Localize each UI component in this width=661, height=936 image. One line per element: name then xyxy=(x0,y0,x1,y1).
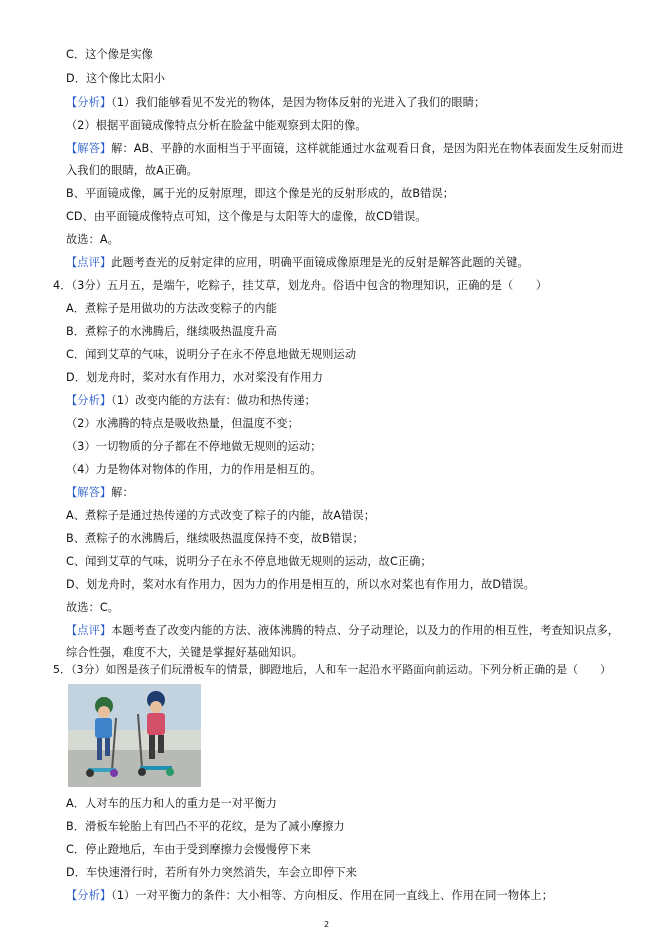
question-4: 4．（3分）五月五，是端午，吃粽子，挂艾草，划龙舟。俗语中包含的物理知识，正确的是（ ） xyxy=(53,279,548,292)
option-a: A．人对车的压力和人的重力是一对平衡力 xyxy=(66,797,277,810)
comment-line: 【点评】本题考查了改变内能的方法、液体沸腾的特点、分子动理论，以及力的作用的相互性，考查知识点多， xyxy=(66,624,620,637)
analysis-line: （3）一切物质的分子都在不停地做无规则的运动； xyxy=(66,440,322,453)
option-d: D．车快速滑行时，若所有外力突然消失，车会立即停下来 xyxy=(66,866,357,879)
answer-line: CD、由平面镜成像特点可知，这个像是与太阳等大的虚像，故CD错误。 xyxy=(66,210,427,223)
answer-line: D、划龙舟时，桨对水有作用力，因为力的作用是相互的，所以水对桨也有作用力，故D错误。 xyxy=(66,578,535,591)
analysis-line: 【分析】（1）改变内能的方法有：做功和热传递； xyxy=(66,394,316,407)
answer-line: 【解答】解：AB、平静的水面相当于平面镜，这样就能通过水盆观看日食，是因为阳光在物体表面发生反射而进 xyxy=(66,142,624,155)
answer-line: 【解答】解： xyxy=(66,486,134,499)
option-d: D．划龙舟时，桨对水有作用力，水对桨没有作用力 xyxy=(66,371,324,384)
option-c: C．闻到艾草的气味，说明分子在永不停息地做无规则运动 xyxy=(66,348,357,361)
answer-line: A、煮粽子是通过热传递的方式改变了粽子的内能，故A错误； xyxy=(66,509,375,522)
analysis-tag: 【分析】 xyxy=(66,394,112,407)
answer-choice: 故选：C。 xyxy=(66,601,120,614)
answer-tag: 【解答】 xyxy=(66,486,112,499)
answer-line: B、煮粽子的水沸腾后，继续吸热温度保持不变，故B错误； xyxy=(66,532,364,545)
answer-line: B、平面镜成像，属于光的反射原理，即这个像是光的反射形成的，故B错误； xyxy=(66,187,455,200)
analysis-line: （2）水沸腾的特点是吸收热量，但温度不变； xyxy=(66,417,299,430)
analysis-line: 【分析】（1）我们能够看见不发光的物体，是因为物体反射的光进入了我们的眼睛； xyxy=(66,96,486,109)
option-a: A．煮粽子是用做功的方法改变粽子的内能 xyxy=(66,302,277,315)
option-d: D．这个像比太阳小 xyxy=(66,72,166,85)
answer-line: 入我们的眼睛，故A正确。 xyxy=(66,164,198,177)
answer-choice: 故选：A。 xyxy=(66,233,119,246)
analysis-line: （4）力是物体对物体的作用，力的作用是相互的。 xyxy=(66,463,322,476)
option-c: C．停止蹬地后，车由于受到摩擦力会慢慢停下来 xyxy=(66,843,311,856)
analysis-line: 【分析】（1）一对平衡力的条件：大小相等、方向相反、作用在同一直线上、作用在同一物体上； xyxy=(66,889,553,902)
answer-line: C、闻到艾草的气味，说明分子在永不停息地做无规则的运动，故C正确； xyxy=(66,555,432,568)
analysis-tag: 【分析】 xyxy=(66,96,112,109)
option-b: B．煮粽子的水沸腾后，继续吸热温度升高 xyxy=(66,325,277,338)
question-5: 5．（3分）如图是孩子们玩滑板车的情景，脚蹬地后，人和车一起沿水平路面向前运动。下列分析正确的是（ ） xyxy=(53,663,612,676)
option-c: C．这个像是实像 xyxy=(66,48,153,61)
comment-tag: 【点评】 xyxy=(66,624,112,637)
answer-tag: 【解答】 xyxy=(66,142,112,155)
analysis-line: （2）根据平面镜成像特点分析在脸盆中能观察到太阳的像。 xyxy=(66,119,367,132)
scooter-kids-photo xyxy=(68,684,201,787)
analysis-tag: 【分析】 xyxy=(66,889,112,902)
comment-line: 【点评】此题考查光的反射定律的应用，明确平面镜成像原理是光的反射是解答此题的关键。 xyxy=(66,256,529,269)
comment-line: 综合性强，难度不大，关键是掌握好基础知识。 xyxy=(66,646,304,659)
page-number: 2 xyxy=(324,920,330,929)
comment-tag: 【点评】 xyxy=(66,256,112,269)
option-b: B．滑板车轮胎上有凹凸不平的花纹，是为了减小摩擦力 xyxy=(66,820,345,833)
